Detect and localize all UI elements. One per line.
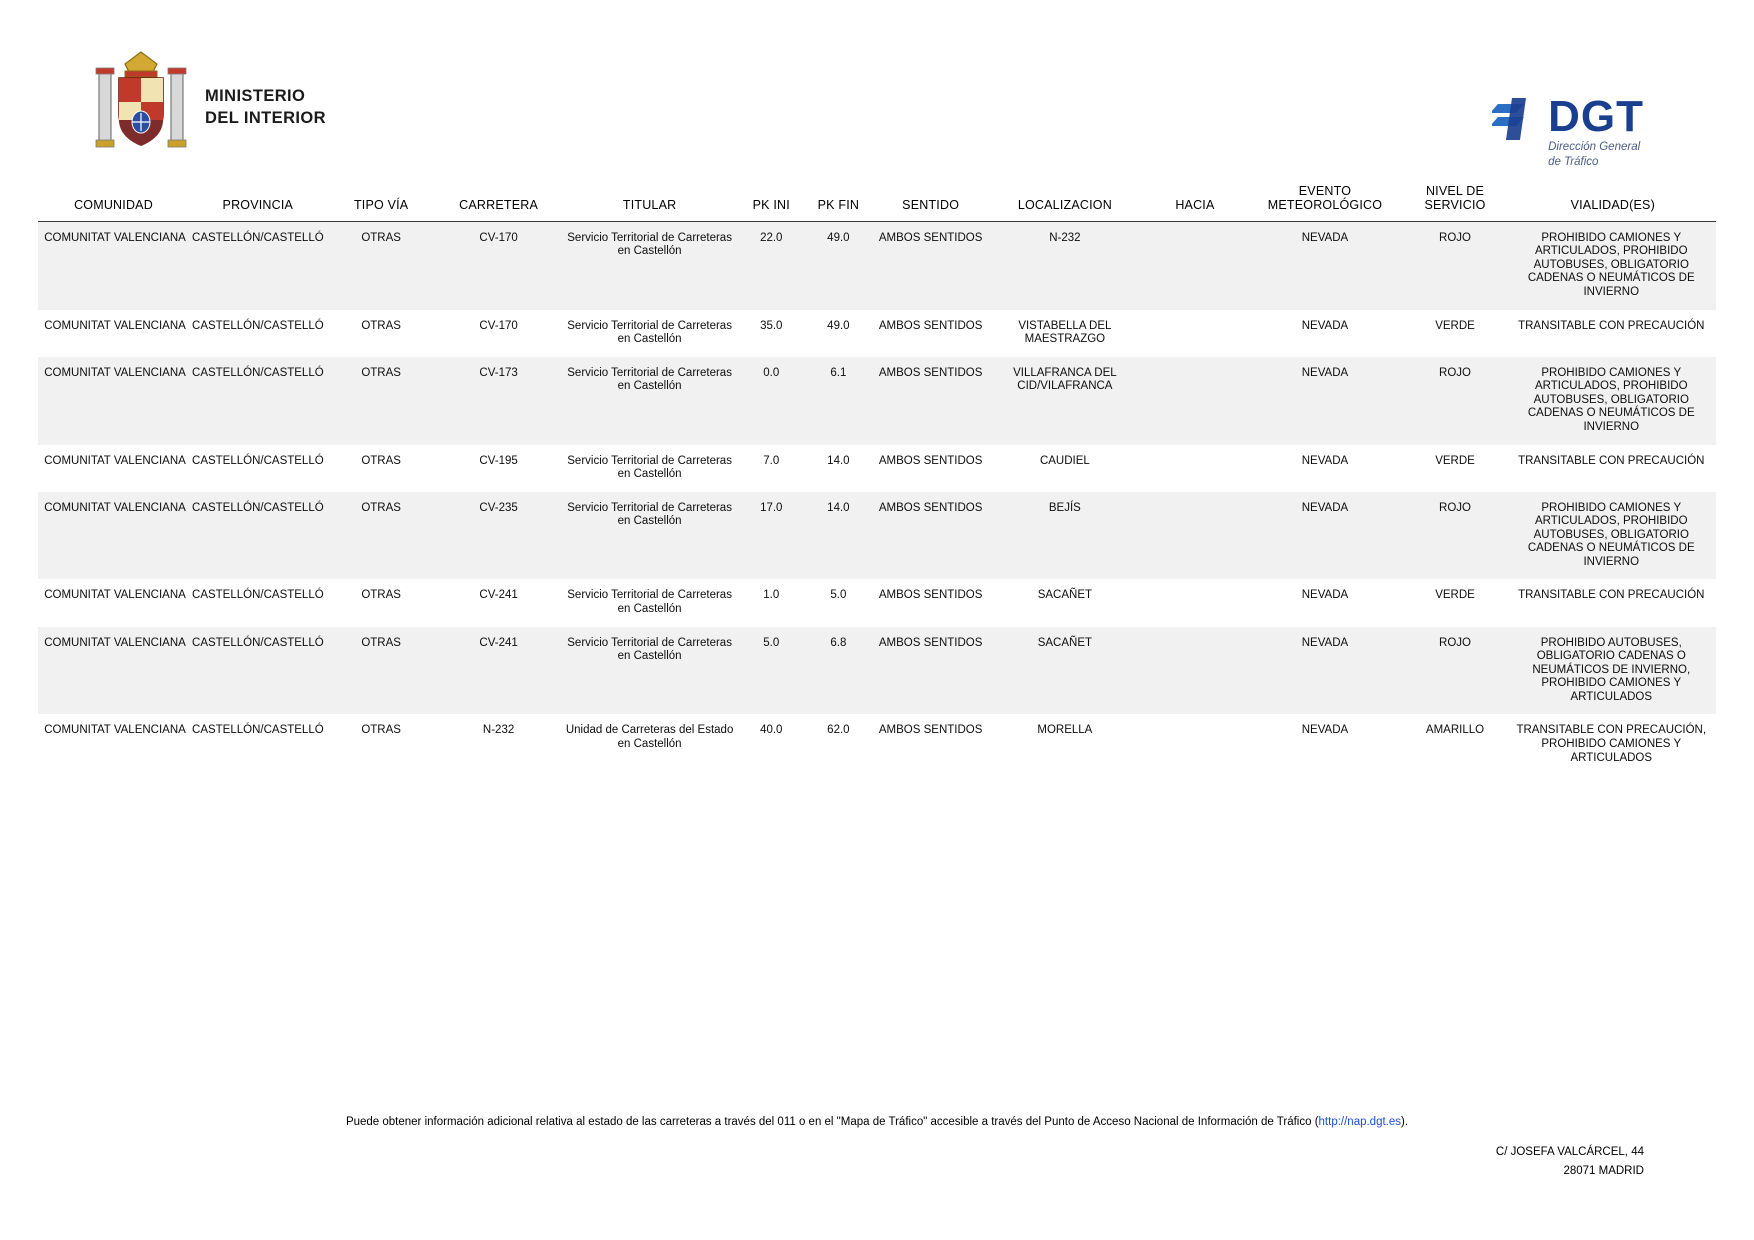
cell-hacia xyxy=(1140,579,1249,626)
cell-carretera: CV-195 xyxy=(479,454,518,467)
cell-comunidad: COMUNITAT VALENCIANA xyxy=(44,454,186,467)
column-header-hacia: HACIA xyxy=(1140,178,1249,221)
cell-sentido: AMBOS SENTIDOS xyxy=(878,454,983,467)
column-header-localizacion: LOCALIZACION xyxy=(989,178,1140,221)
cell-sentido: AMBOS SENTIDOS xyxy=(872,221,989,309)
cell-nivel: ROJO xyxy=(1400,221,1509,309)
cell-tipo-via: OTRAS xyxy=(327,221,436,309)
cell-tipo-via: OTRAS xyxy=(361,589,401,602)
cell-titular: Servicio Territorial de Carreteras en Castellón xyxy=(567,319,732,346)
cell-nivel: ROJO xyxy=(1400,492,1509,580)
document-footer xyxy=(0,1114,1754,1182)
cell-nivel: ROJO xyxy=(1400,627,1509,715)
cell-carretera: N-232 xyxy=(482,724,515,737)
table-row xyxy=(38,445,1716,492)
cell-carretera: CV-241 xyxy=(436,627,562,715)
cell-titular: Unidad de Carreteras del Estado en Castellón xyxy=(565,724,734,750)
cell-carretera: CV-235 xyxy=(436,492,562,580)
cell-pk-fin: 14.0 xyxy=(827,454,850,467)
cell-evento: NEVADA xyxy=(1301,319,1349,332)
cell-comunidad: COMUNITAT VALENCIANA xyxy=(44,589,186,602)
road-status-table xyxy=(38,178,1716,775)
cell-provincia: CASTELLÓN/CASTELLÓ xyxy=(189,627,327,715)
cell-hacia xyxy=(1140,627,1249,715)
dgt-wordmark: DGT xyxy=(1548,92,1644,141)
cell-vialidad: TRANSITABLE CON PRECAUCIÓN, PROHIBIDO CAMIONES Y ARTICULADOS xyxy=(1516,724,1707,764)
cell-tipo-via: OTRAS xyxy=(361,319,401,332)
document-header xyxy=(0,0,1754,168)
dgt-logo-block xyxy=(1492,48,1644,170)
cell-vialidad: PROHIBIDO AUTOBUSES, OBLIGATORIO CADENAS O NEUMÁTICOS DE INVIERNO, PROHIBIDO CAMIONES Y ARTICULADOS xyxy=(1510,627,1716,715)
cell-evento: NEVADA xyxy=(1249,627,1400,715)
table-row xyxy=(38,492,1716,580)
address-line-1: C/ JOSEFA VALCÁRCEL, 44 xyxy=(1495,1145,1644,1158)
cell-hacia xyxy=(1140,221,1249,309)
table-row xyxy=(38,579,1716,626)
nap-dgt-link[interactable]: http://nap.dgt.es xyxy=(1318,1115,1402,1128)
cell-evento: NEVADA xyxy=(1301,724,1349,737)
column-header-pk-ini: PK INI xyxy=(738,178,805,221)
cell-vialidad: TRANSITABLE CON PRECAUCIÓN xyxy=(1518,589,1705,602)
footer-address xyxy=(110,1143,1644,1182)
cell-hacia xyxy=(1140,714,1249,775)
cell-titular: Servicio Territorial de Carreteras en Castellón xyxy=(562,357,738,445)
table-row xyxy=(38,221,1716,309)
footer-note-text-end: ). xyxy=(1401,1115,1409,1128)
cell-provincia: CASTELLÓN/CASTELLÓ xyxy=(192,589,324,602)
cell-nivel: ROJO xyxy=(1400,357,1509,445)
dgt-subtitle-line-1: Dirección General xyxy=(1548,140,1641,153)
cell-sentido: AMBOS SENTIDOS xyxy=(878,319,983,332)
ministry-line-1: MINISTERIO xyxy=(205,86,306,105)
cell-evento: NEVADA xyxy=(1249,221,1400,309)
cell-localizacion: MORELLA xyxy=(1037,724,1093,737)
cell-provincia: CASTELLÓN/CASTELLÓ xyxy=(189,221,327,309)
cell-tipo-via: OTRAS xyxy=(361,724,401,737)
cell-localizacion: BEJÍS xyxy=(989,492,1140,580)
cell-hacia xyxy=(1140,310,1249,357)
column-header-sentido: SENTIDO xyxy=(872,178,989,221)
cell-vialidad: PROHIBIDO CAMIONES Y ARTICULADOS, PROHIBIDO AUTOBUSES, OBLIGATORIO CADENAS O NEUMÁTICOS DE INVIERNO xyxy=(1510,221,1716,309)
cell-provincia: CASTELLÓN/CASTELLÓ xyxy=(192,454,324,467)
cell-pk-fin: 62.0 xyxy=(827,724,850,737)
cell-titular: Servicio Territorial de Carreteras en Castellón xyxy=(567,589,732,615)
cell-pk-ini: 22.0 xyxy=(738,221,805,309)
dgt-subtitle-line-2: de Tráfico xyxy=(1548,155,1599,168)
cell-pk-ini: 40.0 xyxy=(760,724,783,737)
dgt-subtitle xyxy=(1548,140,1644,170)
cell-localizacion: VISTABELLA DEL MAESTRAZGO xyxy=(1018,319,1112,346)
spain-coat-of-arms-icon xyxy=(95,48,187,160)
cell-localizacion: CAUDIEL xyxy=(1039,454,1090,467)
cell-evento: NEVADA xyxy=(1249,492,1400,580)
cell-comunidad: COMUNITAT VALENCIANA xyxy=(38,221,189,309)
cell-nivel: VERDE xyxy=(1435,454,1475,467)
cell-localizacion: SACAÑET xyxy=(1037,589,1093,602)
cell-pk-ini: 5.0 xyxy=(738,627,805,715)
table-row xyxy=(38,357,1716,445)
cell-evento: NEVADA xyxy=(1301,454,1349,467)
cell-carretera: CV-241 xyxy=(479,589,518,602)
cell-hacia xyxy=(1140,445,1249,492)
cell-sentido: AMBOS SENTIDOS xyxy=(878,724,983,737)
cell-comunidad: COMUNITAT VALENCIANA xyxy=(38,627,189,715)
cell-nivel: VERDE xyxy=(1435,589,1475,602)
cell-pk-fin: 5.0 xyxy=(830,589,847,602)
cell-carretera: CV-173 xyxy=(436,357,562,445)
cell-sentido: AMBOS SENTIDOS xyxy=(872,357,989,445)
cell-vialidad: TRANSITABLE CON PRECAUCIÓN xyxy=(1518,319,1705,332)
dgt-mark-icon xyxy=(1492,96,1538,142)
cell-evento: NEVADA xyxy=(1301,589,1349,602)
column-header-tipo-via: TIPO VÍA xyxy=(327,178,436,221)
cell-carretera: CV-170 xyxy=(479,319,518,332)
cell-pk-fin: 14.0 xyxy=(805,492,872,580)
cell-vialidad: PROHIBIDO CAMIONES Y ARTICULADOS, PROHIBIDO AUTOBUSES, OBLIGATORIO CADENAS O NEUMÁTICOS DE INVIERNO xyxy=(1510,357,1716,445)
column-header-nivel-servicio: NIVEL DE SERVICIO xyxy=(1400,178,1509,221)
table-row xyxy=(38,627,1716,715)
cell-sentido: AMBOS SENTIDOS xyxy=(872,492,989,580)
column-header-evento-meteorologico: EVENTO METEOROLÓGICO xyxy=(1249,178,1400,221)
cell-comunidad: COMUNITAT VALENCIANA xyxy=(44,724,186,737)
cell-comunidad: COMUNITAT VALENCIANA xyxy=(38,357,189,445)
cell-tipo-via: OTRAS xyxy=(327,357,436,445)
cell-pk-fin: 49.0 xyxy=(805,221,872,309)
cell-sentido: AMBOS SENTIDOS xyxy=(872,627,989,715)
table-row xyxy=(38,310,1716,357)
table-header-row xyxy=(38,178,1716,221)
cell-tipo-via: OTRAS xyxy=(361,454,401,467)
ministry-name xyxy=(205,79,326,130)
cell-vialidad: TRANSITABLE CON PRECAUCIÓN xyxy=(1518,454,1705,467)
cell-pk-ini: 7.0 xyxy=(763,454,780,467)
footer-note-text: Puede obtener información adicional relativa al estado de las carreteras a través del 011 o en el "Mapa de Tráfico" accesible a través del Punto de Acceso Nacional de Información de Tráfico ( xyxy=(345,1115,1319,1128)
cell-provincia: CASTELLÓN/CASTELLÓ xyxy=(189,492,327,580)
cell-titular: Servicio Territorial de Carreteras en Castellón xyxy=(562,221,738,309)
cell-pk-ini: 0.0 xyxy=(738,357,805,445)
column-header-pk-fin: PK FIN xyxy=(805,178,872,221)
cell-carretera: CV-170 xyxy=(436,221,562,309)
cell-provincia: CASTELLÓN/CASTELLÓ xyxy=(192,319,324,332)
cell-pk-ini: 35.0 xyxy=(760,319,783,332)
address-line-2: 28071 MADRID xyxy=(1563,1165,1644,1178)
cell-comunidad: COMUNITAT VALENCIANA xyxy=(44,319,186,332)
cell-provincia: CASTELLÓN/CASTELLÓ xyxy=(192,724,324,737)
cell-titular: Servicio Territorial de Carreteras en Castellón xyxy=(567,454,732,481)
cell-nivel: AMARILLO xyxy=(1425,724,1485,737)
ministry-line-2: DEL INTERIOR xyxy=(205,109,326,127)
cell-pk-fin: 6.1 xyxy=(805,357,872,445)
cell-localizacion: SACAÑET xyxy=(989,627,1140,715)
cell-tipo-via: OTRAS xyxy=(327,492,436,580)
ministry-logo-block xyxy=(95,48,326,160)
cell-titular: Servicio Territorial de Carreteras en Castellón xyxy=(562,627,738,715)
cell-hacia xyxy=(1140,357,1249,445)
cell-pk-ini: 17.0 xyxy=(738,492,805,580)
cell-comunidad: COMUNITAT VALENCIANA xyxy=(38,492,189,580)
cell-evento: NEVADA xyxy=(1249,357,1400,445)
cell-pk-ini: 1.0 xyxy=(763,589,780,602)
table-body xyxy=(38,221,1716,775)
cell-titular: Servicio Territorial de Carreteras en Castellón xyxy=(562,492,738,580)
footer-note xyxy=(110,1114,1644,1131)
cell-pk-fin: 49.0 xyxy=(827,319,850,332)
table-header xyxy=(38,178,1716,221)
cell-localizacion: N-232 xyxy=(989,221,1140,309)
cell-localizacion: VILLAFRANCA DEL CID/VILAFRANCA xyxy=(989,357,1140,445)
cell-pk-fin: 6.8 xyxy=(805,627,872,715)
table-row xyxy=(38,714,1716,775)
column-header-titular: TITULAR xyxy=(562,178,738,221)
cell-nivel: VERDE xyxy=(1435,319,1475,332)
column-header-provincia: PROVINCIA xyxy=(189,178,327,221)
cell-sentido: AMBOS SENTIDOS xyxy=(878,589,983,602)
column-header-carretera: CARRETERA xyxy=(436,178,562,221)
column-header-comunidad: COMUNIDAD xyxy=(38,178,189,221)
cell-tipo-via: OTRAS xyxy=(327,627,436,715)
column-header-vialidad: VIALIDAD(ES) xyxy=(1510,178,1716,221)
cell-vialidad: PROHIBIDO CAMIONES Y ARTICULADOS, PROHIBIDO AUTOBUSES, OBLIGATORIO CADENAS O NEUMÁTICOS DE INVIERNO xyxy=(1510,492,1716,580)
cell-hacia xyxy=(1140,492,1249,580)
cell-provincia: CASTELLÓN/CASTELLÓ xyxy=(189,357,327,445)
road-status-table-container xyxy=(0,178,1754,775)
